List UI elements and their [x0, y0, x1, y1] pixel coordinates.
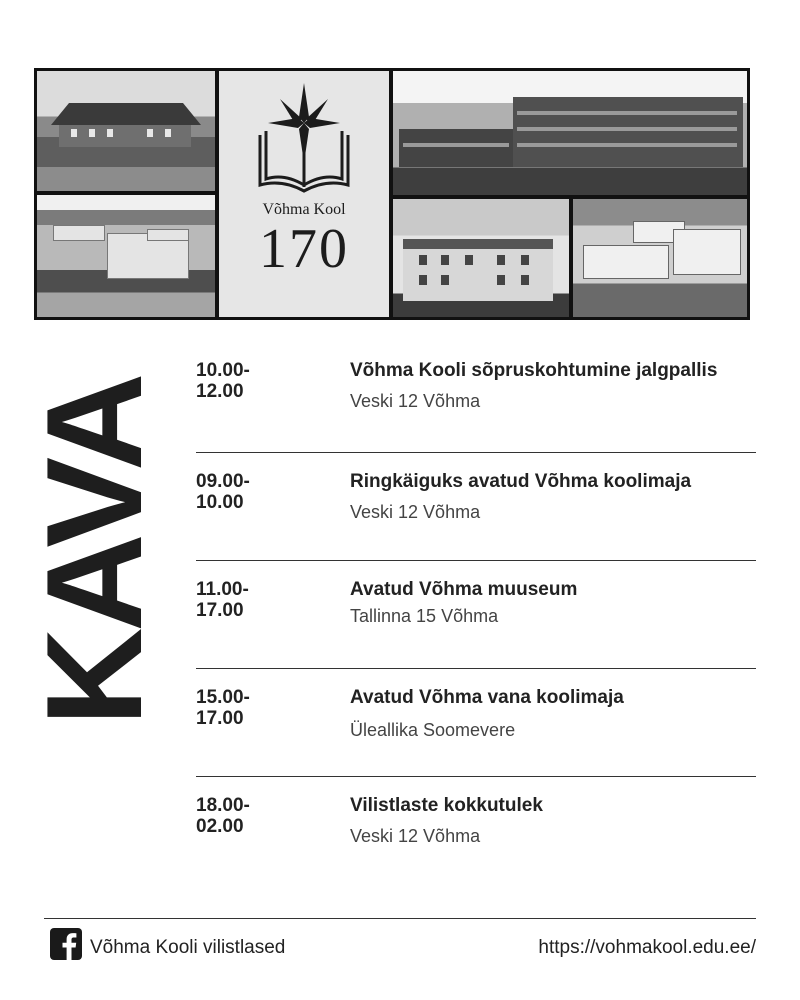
aerial-school-photo-left	[37, 195, 215, 320]
photo-collage-banner	[34, 68, 750, 320]
event-location: Veski 12 Võhma	[350, 502, 481, 522]
logo-school-name: Võhma Kool	[262, 201, 346, 218]
event-title: Ringkäiguks avatud Võhma koolimaja	[350, 471, 692, 492]
old-villa-school-photo	[393, 199, 569, 320]
compass-star-icon	[254, 83, 354, 195]
event-title: Avatud Võhma muuseum	[350, 579, 578, 600]
website-link[interactable]: https://vohmakool.edu.ee/	[538, 937, 756, 958]
schedule-row	[196, 453, 756, 561]
kava-title: KAVA	[18, 376, 170, 726]
event-location: Tallinna 15 Võhma	[350, 606, 499, 626]
event-time: 09.00- 10.00	[196, 471, 250, 513]
logo-anniversary-number: 170	[259, 218, 349, 280]
school-logo-panel	[219, 71, 389, 320]
event-time: 10.00- 12.00	[196, 360, 250, 402]
schedule-row	[196, 669, 756, 777]
event-title: Avatud Võhma vana koolimaja	[350, 687, 624, 708]
event-schedule	[196, 360, 756, 877]
event-time: 18.00- 02.00	[196, 795, 250, 837]
facebook-icon[interactable]	[50, 928, 82, 960]
old-school-photo	[37, 71, 215, 191]
event-time: 11.00- 17.00	[196, 579, 249, 621]
event-location: Üleallika Soomevere	[350, 720, 516, 740]
event-title: Vilistlaste kokkutulek	[350, 795, 543, 816]
event-time: 15.00- 17.00	[196, 687, 250, 729]
schedule-row	[196, 777, 756, 877]
schedule-row	[196, 360, 756, 453]
event-location: Veski 12 Võhma	[350, 826, 481, 846]
facebook-group-link[interactable]: Võhma Kooli vilistlased	[90, 937, 286, 958]
event-title: Võhma Kooli sõpruskohtumine jalgpallis	[350, 360, 718, 381]
event-location: Veski 12 Võhma	[350, 391, 481, 411]
modern-school-photo	[393, 71, 750, 195]
footer-divider	[44, 918, 756, 919]
schedule-row	[196, 561, 756, 669]
aerial-school-photo-right	[573, 199, 750, 320]
